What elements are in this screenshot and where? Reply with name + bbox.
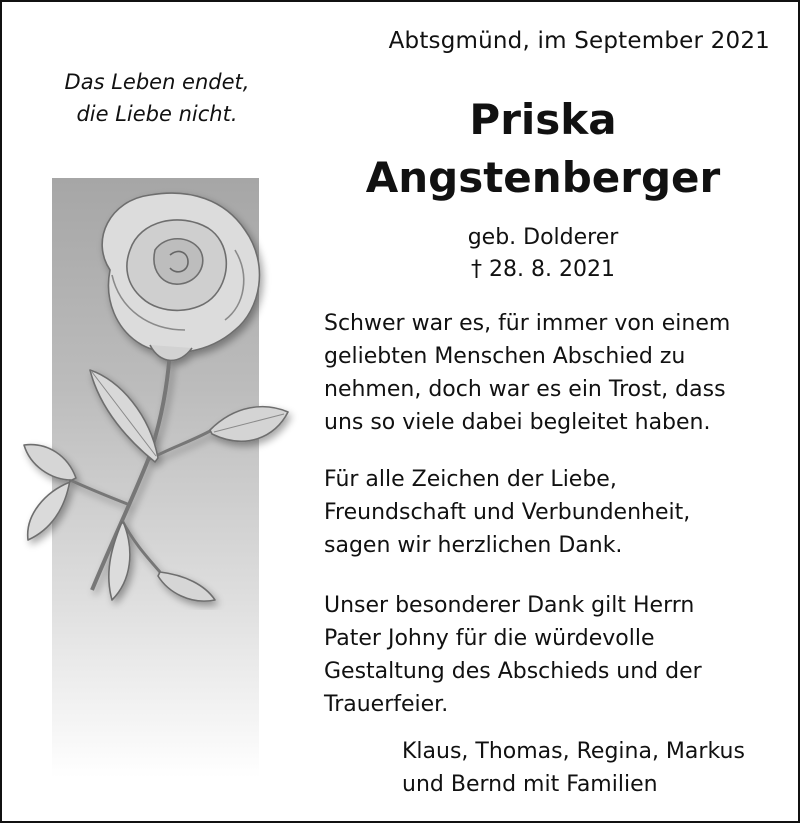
rose-icon — [20, 180, 320, 610]
text-line: Für alle Zeichen der Liebe, — [324, 467, 617, 492]
text-line: Pater Johny für die würdevolle — [324, 626, 655, 651]
signature-line: und Bernd mit Familien — [402, 772, 658, 797]
maiden-name: geb. Dolderer — [467, 225, 619, 250]
signature-line: Klaus, Thomas, Regina, Markus — [402, 739, 745, 764]
text-line: nehmen, doch war es ein Trost, dass — [324, 377, 726, 402]
first-name: Priska — [469, 95, 617, 144]
place-date: Abtsgmünd, im September 2021 — [388, 28, 770, 54]
last-name: Angstenberger — [365, 153, 721, 202]
paragraph-farewell — [324, 307, 794, 439]
motto-line: die Liebe nicht. — [76, 102, 238, 126]
motto — [42, 66, 272, 130]
text-line: Unser besonderer Dank gilt Herrn — [324, 593, 695, 618]
text-line: sagen wir herzlichen Dank. — [324, 533, 623, 558]
signature — [402, 735, 782, 801]
text-line: Freundschaft und Verbundenheit, — [324, 500, 691, 525]
paragraph-special-thanks — [324, 589, 794, 721]
text-line: uns so viele dabei begleitet haben. — [324, 410, 711, 435]
text-line: Gestaltung des Abschieds und der — [324, 659, 702, 684]
text-line: Schwer war es, für immer von einem — [324, 311, 731, 336]
death-date: † 28. 8. 2021 — [471, 257, 615, 282]
paragraph-thanks — [324, 463, 794, 562]
text-line: geliebten Menschen Abschied zu — [324, 344, 686, 369]
text-line: Trauerfeier. — [324, 692, 449, 717]
motto-line: Das Leben endet, — [64, 70, 250, 94]
